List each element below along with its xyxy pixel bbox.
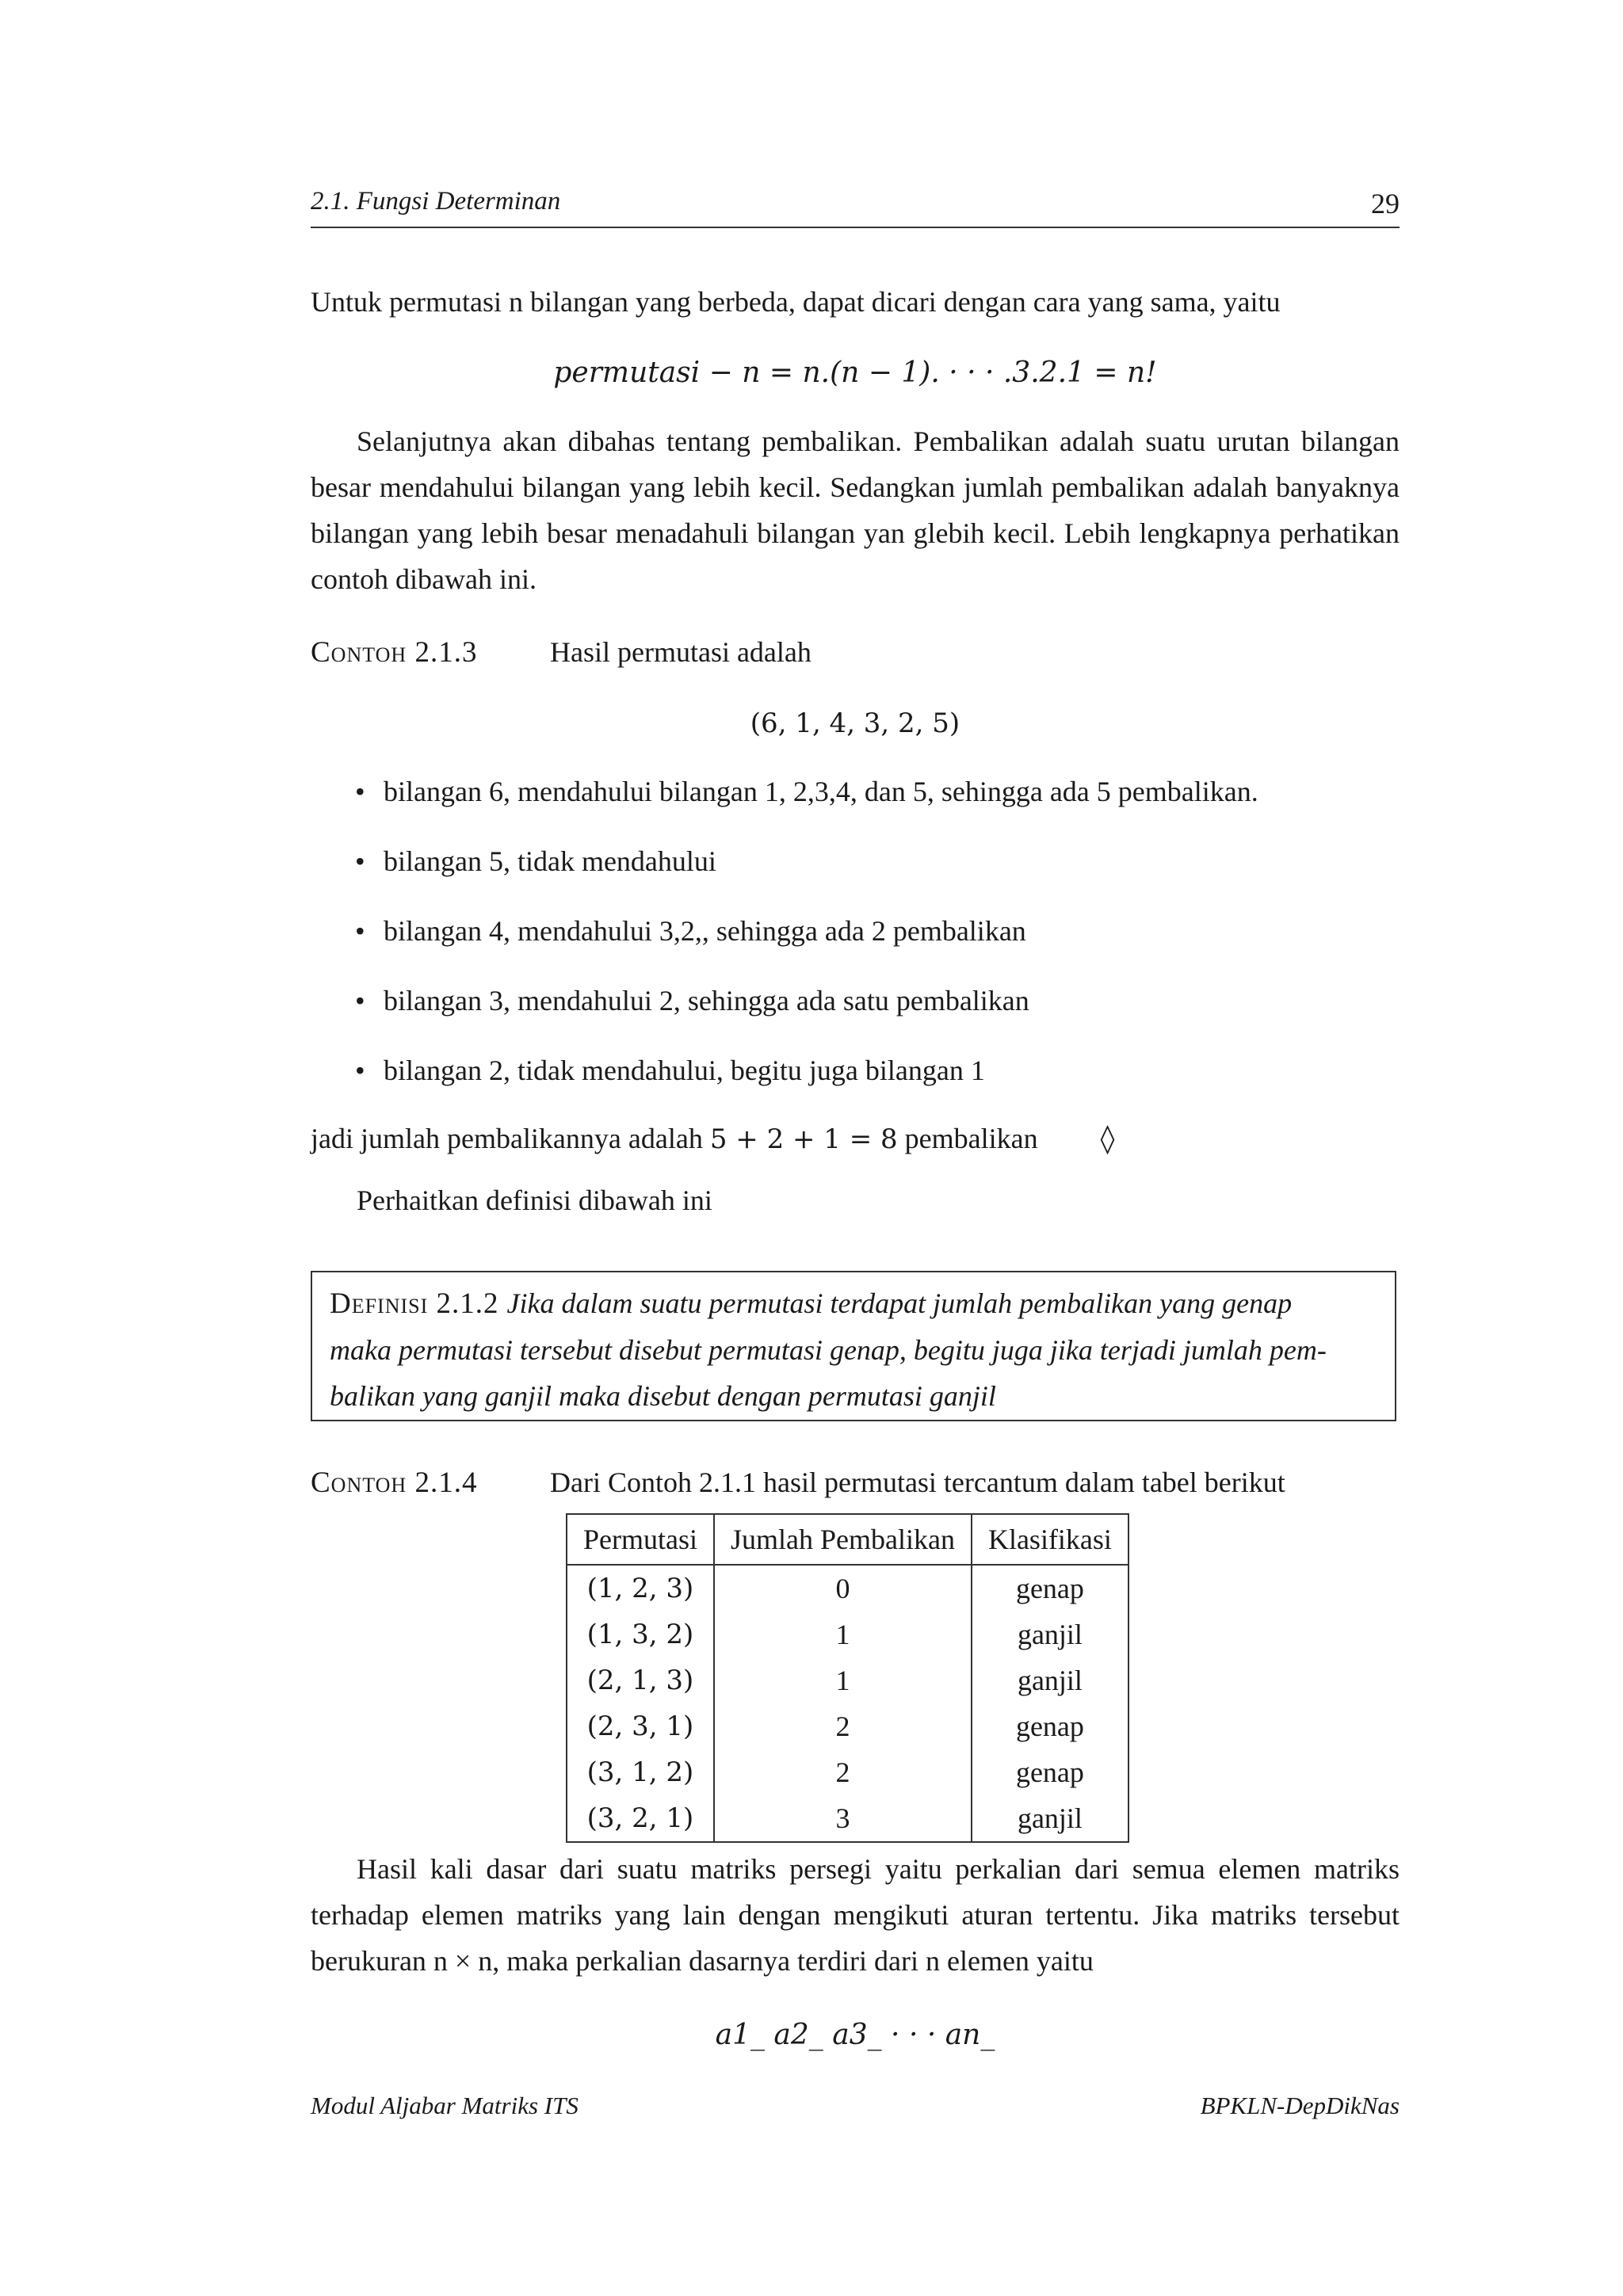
table-cell: (2, 3, 1)	[567, 1703, 714, 1749]
table-cell: (1, 2, 3)	[567, 1565, 714, 1611]
running-header	[311, 187, 1400, 227]
table-row	[567, 1611, 1128, 1657]
table-cell: (3, 1, 2)	[567, 1749, 714, 1795]
conclusion-prefix: jadi jumlah pembalikannya adalah	[311, 1123, 703, 1154]
list-item: • bilangan 6, mendahului bilangan 1, 2,3,4, dan 5, sehingga ada 5 pembalikan.	[355, 769, 1385, 838]
footer-right: BPKLN-DepDikNas	[1200, 2092, 1400, 2119]
example-213-text: Hasil permutasi adalah	[550, 636, 812, 668]
definition-box	[311, 1271, 1396, 1421]
table-header-row	[567, 1514, 1128, 1565]
header-rule	[311, 227, 1400, 228]
table-cell: genap	[972, 1749, 1128, 1795]
table-row	[567, 1795, 1128, 1842]
example-213-conclusion	[311, 1116, 1114, 1162]
conclusion-suffix: pembalikan	[904, 1123, 1038, 1154]
paragraph-inversion: Selanjutnya akan dibahas tentang pembalikan. Pembalikan adalah suatu urutan bilangan besar mendahului bilangan yang lebih kecil. Sedangkan jumlah pembalikan adalah banyaknya bilangan yang lebih besar menadahuli bilangan yan glebih kecil. Lebih lengkapnya perhatikan contoh dibawah ini.	[311, 425, 1400, 595]
definition-line-3	[330, 1373, 1377, 1419]
table-row	[567, 1703, 1128, 1749]
table-row	[567, 1565, 1128, 1611]
intro-text: Untuk permutasi n bilangan yang berbeda, dapat dicari dengan cara yang sama, yaitu	[311, 286, 1281, 318]
table-cell: (3, 2, 1)	[567, 1795, 714, 1842]
definition-line-1	[330, 1280, 1377, 1327]
list-item: • bilangan 2, tidak mendahului, begitu juga bilangan 1	[355, 1047, 1385, 1117]
table-cell: genap	[972, 1703, 1128, 1749]
table-cell: 3	[714, 1795, 972, 1842]
list-item: • bilangan 5, tidak mendahului	[355, 838, 1385, 908]
table-cell: 1	[714, 1611, 972, 1657]
list-item: • bilangan 4, mendahului 3,2,, sehingga ada 2 pembalikan	[355, 908, 1385, 978]
definition-label: Definisi 2.1.2	[330, 1287, 499, 1320]
table-header-permutasi: Permutasi	[567, 1514, 714, 1565]
running-footer	[311, 2092, 1400, 2120]
inversion-list	[355, 769, 1385, 1117]
example-213-permutation: (6, 1, 4, 3, 2, 5)	[750, 707, 960, 739]
footer-left: Modul Aljabar Matriks ITS	[311, 2092, 579, 2119]
example-213-heading	[311, 629, 812, 676]
table-cell: 2	[714, 1749, 972, 1795]
conclusion-math: 5 + 2 + 1 = 8	[709, 1123, 898, 1155]
table-cell: 2	[714, 1703, 972, 1749]
paragraph-basic-product: Hasil kali dasar dari suatu matriks persegi yaitu perkalian dari semua elemen matriks terhadap elemen matriks yang lain dengan mengikuti aturan tertentu. Jika matriks tersebut berukuran n × n, maka perkalian dasarnya terdiri dari n elemen yaitu	[311, 1853, 1400, 1977]
formula-basic-product: a1_ a2_ a3_ · · · an_	[715, 2019, 995, 2051]
table-cell: (2, 1, 3)	[567, 1657, 714, 1703]
table-cell: genap	[972, 1565, 1128, 1611]
definition-line-2	[330, 1327, 1377, 1373]
header-section: 2.1. Fungsi Determinan	[311, 187, 561, 215]
definition-text-3: balikan yang ganjil maka disebut dengan permutasi ganjil	[330, 1380, 996, 1412]
table-cell: 0	[714, 1565, 972, 1611]
table-cell: 1	[714, 1657, 972, 1703]
example-214-heading	[311, 1459, 1285, 1506]
list-item: • bilangan 3, mendahului 2, sehingga ada satu pembalikan	[355, 978, 1385, 1047]
table-cell: ganjil	[972, 1657, 1128, 1703]
example-214-text: Dari Contoh 2.1.1 hasil permutasi tercantum dalam tabel berikut	[550, 1466, 1285, 1498]
table-row	[567, 1657, 1128, 1703]
end-of-example-icon: ◊	[1100, 1123, 1115, 1155]
table-header-klasifikasi: Klasifikasi	[972, 1514, 1128, 1565]
example-213-label: Contoh 2.1.3	[311, 636, 478, 669]
table-cell: ganjil	[972, 1611, 1128, 1657]
permutation-table	[566, 1513, 1129, 1843]
formula-permutation: permutasi − n = n.(n − 1). · · · .3.2.1 = n!	[553, 357, 1157, 389]
table-row	[567, 1749, 1128, 1795]
example-214-label: Contoh 2.1.4	[311, 1466, 478, 1499]
definition-text-1: Jika dalam suatu permutasi terdapat jumlah pembalikan yang genap	[506, 1287, 1293, 1319]
table-header-jumlah: Jumlah Pembalikan	[714, 1514, 972, 1565]
table-cell: ganjil	[972, 1795, 1128, 1842]
note-definition: Perhaitkan definisi dibawah ini	[357, 1184, 712, 1216]
document-page	[311, 0, 1400, 2296]
definition-text-2: maka permutasi tersebut disebut permutasi genap, begitu juga jika terjadi jumlah pem-	[330, 1334, 1327, 1366]
page-number: 29	[1371, 188, 1400, 219]
table-cell: (1, 3, 2)	[567, 1611, 714, 1657]
